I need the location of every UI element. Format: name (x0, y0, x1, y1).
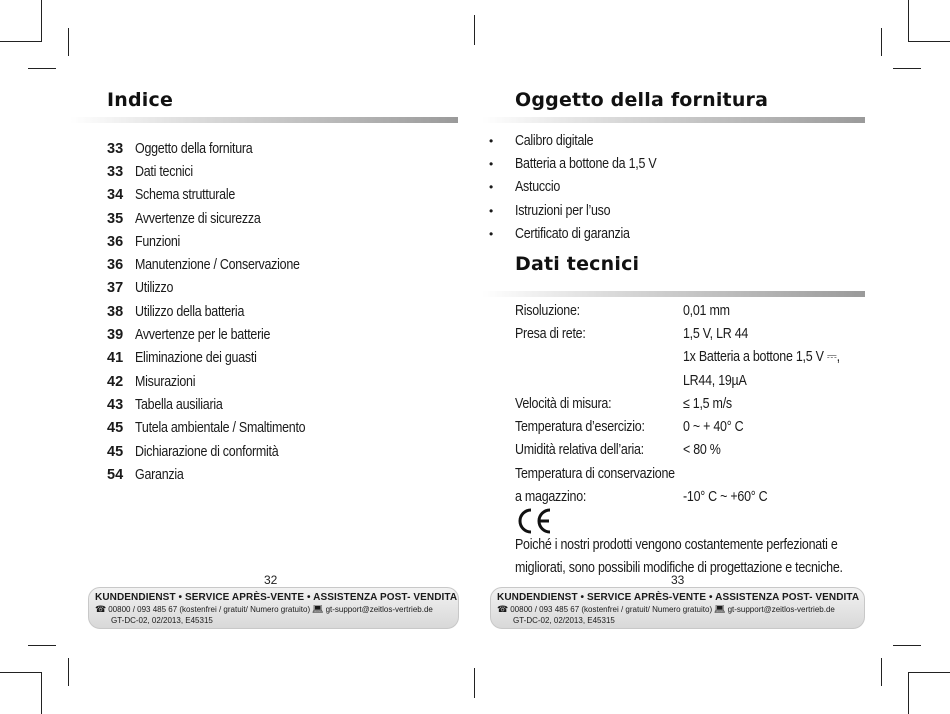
service-phone: 00800 / 093 485 67 (kostenfrei / gratuit/ Numero gratuito) (510, 605, 713, 614)
spec-value: 1,5 V, LR 44 (683, 325, 749, 342)
toc-title: Garanzia (135, 466, 184, 483)
toc-title: Dati tecnici (135, 163, 193, 180)
toc-title: Avvertenze di sicurezza (135, 210, 261, 227)
crop-mark (908, 672, 950, 673)
toc-title: Oggetto della fornitura (135, 140, 253, 157)
toc-page-number: 36 (107, 233, 124, 250)
toc-page-number: 34 (107, 187, 124, 204)
ce-mark-icon (515, 507, 553, 535)
spec-value: -10° C ~ +60° C (683, 489, 768, 506)
toc-entry[interactable] (107, 463, 447, 486)
list-item-text: Calibro digitale (515, 132, 594, 149)
note-line: Poiché i nostri prodotti vengono costantemente perfezionati e (515, 536, 838, 553)
laptop-icon: 💻︎ (714, 604, 726, 614)
page-number-right: 33 (671, 573, 685, 587)
spec-value: 0 ~ + 40° C (683, 419, 744, 436)
spec-value: < 80 % (683, 442, 721, 459)
toc-title: Tutela ambientale / Smaltimento (135, 420, 306, 437)
crop-mark (41, 0, 42, 42)
crop-mark (893, 68, 921, 69)
toc-title: Dichiarazione di conformità (135, 443, 279, 460)
toc-title: Schema strutturale (135, 187, 236, 204)
toc-entry[interactable] (107, 347, 447, 370)
list-item (489, 152, 889, 175)
toc-page-number: 45 (107, 443, 124, 460)
spec-label: Presa di rete: (515, 325, 586, 342)
spec-row (515, 299, 875, 322)
toc-entry[interactable] (107, 160, 447, 183)
specs-heading: Dati tecnici (515, 253, 640, 275)
spec-value: ≤ 1,5 m/s (683, 395, 732, 412)
service-code: GT-DC-02, 02/2013, E45315 (513, 616, 615, 625)
bullet-icon: • (489, 180, 494, 195)
bullet-icon: • (489, 133, 494, 148)
service-contact (95, 605, 433, 614)
crop-mark (68, 658, 69, 686)
heading-rule (70, 117, 458, 123)
laptop-icon: 💻︎ (312, 604, 324, 614)
service-box-right (490, 587, 865, 629)
service-title: KUNDENDIENST • SERVICE APRÈS-VENTE • ASSISTENZA POST- VENDITA (497, 592, 860, 603)
toc-title: Manutenzione / Conservazione (135, 257, 300, 274)
crop-mark (41, 672, 42, 714)
spec-value: 1x Batteria a bottone 1,5 V ⎓, (683, 349, 840, 366)
crop-mark (908, 0, 909, 42)
toc-page-number: 41 (107, 350, 124, 367)
service-box-left (88, 587, 459, 629)
toc-page-number: 54 (107, 466, 124, 483)
crop-mark (0, 672, 42, 673)
spec-row (515, 462, 875, 485)
list-item (489, 199, 889, 222)
table-of-contents (107, 137, 447, 486)
spec-row (515, 439, 875, 462)
spec-value: 0,01 mm (683, 302, 730, 319)
toc-entry[interactable] (107, 277, 447, 300)
delivery-heading: Oggetto della fornitura (515, 89, 769, 111)
list-item (489, 129, 889, 152)
toc-entry[interactable] (107, 207, 447, 230)
phone-icon: ☎ (95, 604, 107, 614)
spec-row (515, 322, 875, 345)
toc-title: Tabella ausiliaria (135, 396, 223, 413)
toc-title: Funzioni (135, 233, 181, 250)
toc-title: Eliminazione dei guasti (135, 350, 257, 367)
service-email[interactable]: gt-support@zeitlos-vertrieb.de (727, 605, 835, 614)
list-item-text: Astuccio (515, 179, 561, 196)
service-title: KUNDENDIENST • SERVICE APRÈS-VENTE • ASSISTENZA POST- VENDITA (95, 592, 458, 603)
crop-mark (908, 41, 950, 42)
toc-title: Utilizzo (135, 280, 174, 297)
crop-mark (474, 15, 475, 45)
toc-page-number: 35 (107, 210, 124, 227)
bullet-icon: • (489, 203, 494, 218)
toc-entry[interactable] (107, 230, 447, 253)
spec-row (515, 346, 875, 369)
spec-label: Temperatura d’esercizio: (515, 419, 645, 436)
note-line: migliorati, sono possibili modifiche di progettazione e tecniche. (515, 559, 843, 576)
toc-page-number: 36 (107, 257, 124, 274)
toc-page-number: 43 (107, 396, 124, 413)
bullet-icon: • (489, 156, 494, 171)
index-heading: Indice (107, 89, 174, 111)
spec-label: Umidità relativa dell’aria: (515, 442, 644, 459)
spec-row (515, 415, 875, 438)
toc-page-number: 37 (107, 280, 124, 297)
crop-mark (881, 28, 882, 56)
toc-page-number: 33 (107, 140, 124, 157)
crop-mark (893, 645, 921, 646)
crop-mark (28, 68, 56, 69)
spec-row (515, 392, 875, 415)
toc-page-number: 39 (107, 327, 124, 344)
spec-value: LR44, 19µA (683, 372, 747, 389)
service-contact (497, 605, 835, 614)
crop-mark (881, 658, 882, 686)
spec-label: Velocità di misura: (515, 395, 612, 412)
crop-mark (908, 672, 909, 714)
page-number-left: 32 (264, 573, 278, 587)
spec-label: Risoluzione: (515, 302, 580, 319)
toc-title: Utilizzo della batteria (135, 303, 245, 320)
toc-entry[interactable] (107, 253, 447, 276)
toc-entry[interactable] (107, 323, 447, 346)
spec-label: a magazzino: (515, 489, 587, 506)
toc-entry[interactable] (107, 137, 447, 160)
heading-rule (482, 291, 865, 297)
toc-title: Avvertenze per le batterie (135, 327, 271, 344)
crop-mark (0, 41, 42, 42)
toc-entry[interactable] (107, 417, 447, 440)
spec-row (515, 369, 875, 392)
heading-rule (482, 117, 865, 123)
toc-page-number: 38 (107, 303, 124, 320)
toc-title: Misurazioni (135, 373, 196, 390)
list-item (489, 176, 889, 199)
phone-icon: ☎ (497, 604, 509, 614)
delivery-list (489, 129, 889, 245)
toc-page-number: 45 (107, 420, 124, 437)
modification-note (515, 533, 875, 580)
list-item-text: Istruzioni per l’uso (515, 202, 611, 219)
spec-row (515, 485, 875, 508)
crop-mark (28, 645, 56, 646)
service-phone: 00800 / 093 485 67 (kostenfrei / gratuit/ Numero gratuito) (108, 605, 311, 614)
service-email[interactable]: gt-support@zeitlos-vertrieb.de (325, 605, 433, 614)
bullet-icon: • (489, 226, 494, 241)
service-code: GT-DC-02, 02/2013, E45315 (111, 616, 213, 625)
toc-entry[interactable] (107, 393, 447, 416)
toc-entry[interactable] (107, 184, 447, 207)
toc-page-number: 42 (107, 373, 124, 390)
crop-mark (68, 28, 69, 56)
list-item (489, 222, 889, 245)
tech-specs (515, 299, 875, 509)
toc-entry[interactable] (107, 300, 447, 323)
list-item-text: Certificato di garanzia (515, 225, 630, 242)
spec-label: Temperatura di conservazione (515, 465, 675, 482)
toc-entry[interactable] (107, 370, 447, 393)
toc-page-number: 33 (107, 163, 124, 180)
crop-mark (474, 668, 475, 698)
toc-entry[interactable] (107, 440, 447, 463)
list-item-text: Batteria a bottone da 1,5 V (515, 155, 657, 172)
